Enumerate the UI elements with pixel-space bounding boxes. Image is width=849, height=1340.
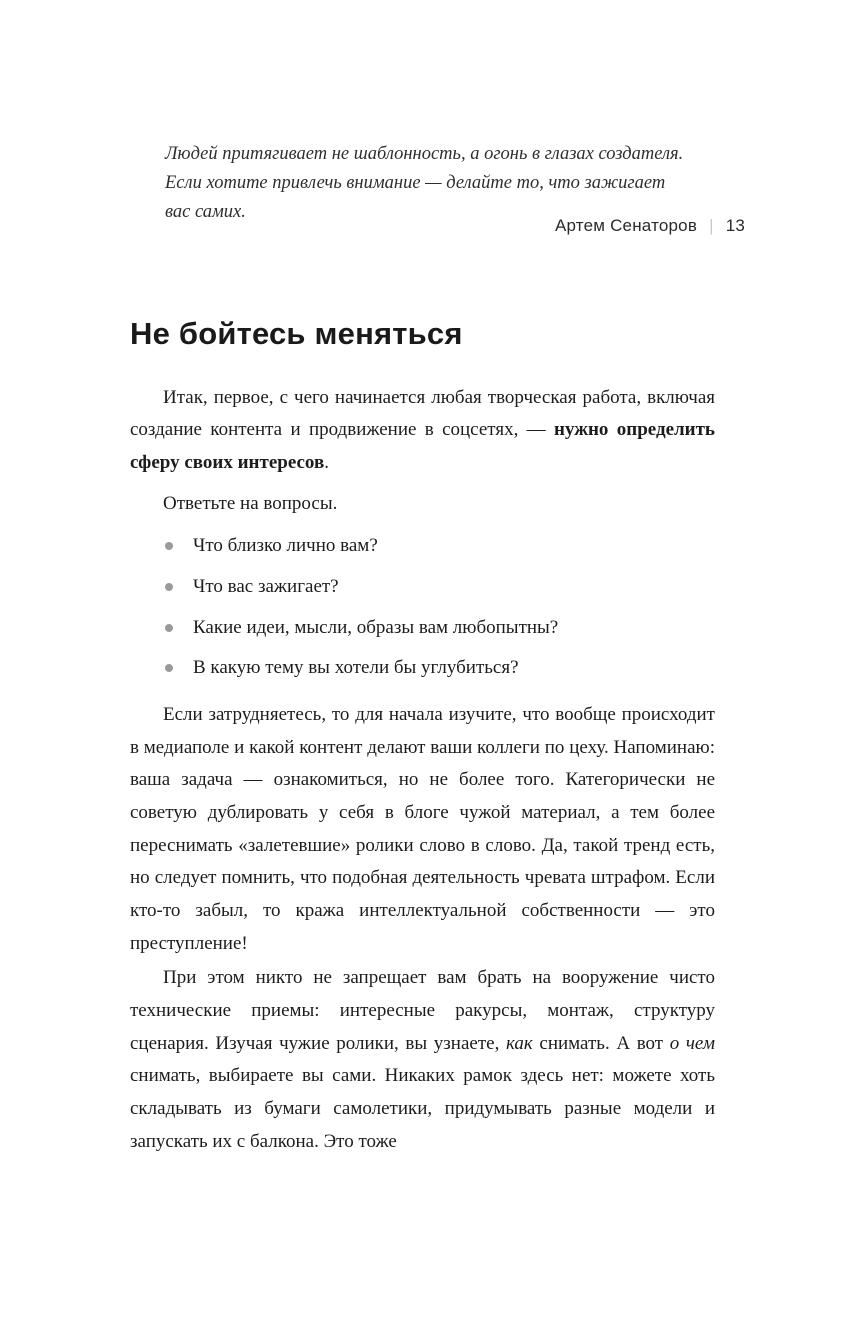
header-divider: | [709,216,714,235]
techniques-italic-ochem: о чем [669,1032,715,1054]
paragraph-questions-lead: Ответьте на вопросы. [163,492,338,514]
chapter-heading: Не бойтесь меняться [130,315,463,351]
techniques-part2: снимать. А вот [532,1032,670,1054]
bullet-item [165,571,715,604]
epigraph: Людей притягивает не шаблонность, а огонь в глазах создателя. Если хотите привлечь внимание — делайте то, что зажигает вас самих. [165,144,684,223]
paragraph-intro [130,382,715,480]
page-number: 13 [725,216,745,235]
techniques-part1: При этом никто не запрещает вам брать на вооружение чисто технические приемы: интересные ракурсы, монтаж, структуру сценария. Изучая чужие ролики, вы узнаете, [130,967,715,1054]
bullet-item [165,530,715,563]
paragraph-techniques [130,962,715,1158]
running-header [555,216,745,236]
bullet-dot-icon [165,664,173,672]
body-text [130,382,715,1159]
techniques-italic-kak: как [505,1032,533,1054]
author-name: Артем Сенаторов [554,216,698,235]
book-page [0,140,849,1340]
techniques-part3: снимать, выбираете вы сами. Никаких рамок здесь нет: можете хоть складывать из бумаги самолетики, придумывать разные модели и запускать их с балкона. Это тоже [130,1065,715,1152]
bullet-text: Что близко лично вам? [193,535,378,557]
bullet-text: В какую тему вы хотели бы углубиться? [193,657,519,679]
bullet-dot-icon [165,542,173,550]
paragraph-research: Если затрудняетесь, то для начала изучите, что вообще происходит в медиаполе и какой контент делают ваши коллеги по цеху. Напоминаю: ваша задача — ознакомиться, но не более того. Категорически не советую дублировать у себя в блоге чужой материал, а тем более переснимать «залетевшие» ролики слово в слово. Да, такой тренд есть, но следует помнить, что подобная деятельность чревата штрафом. Если кто-то забыл, то кража интеллектуальной собственности — это преступление! [130,704,715,954]
intro-bold: нужно определить сферу своих интересов [130,419,715,473]
intro-normal: Итак, первое, с чего начинается любая творческая работа, включая создание контента и продвижение в соцсетях, — [130,386,715,441]
bullet-list [130,530,715,685]
intro-tail: . [324,452,329,473]
bullet-item [165,612,715,645]
bullet-item [165,652,715,685]
bullet-dot-icon [165,624,173,632]
bullet-text: Что вас зажигает? [193,576,339,598]
bullet-text: Какие идеи, мысли, образы вам любопытны? [193,616,559,638]
bullet-dot-icon [165,583,173,591]
